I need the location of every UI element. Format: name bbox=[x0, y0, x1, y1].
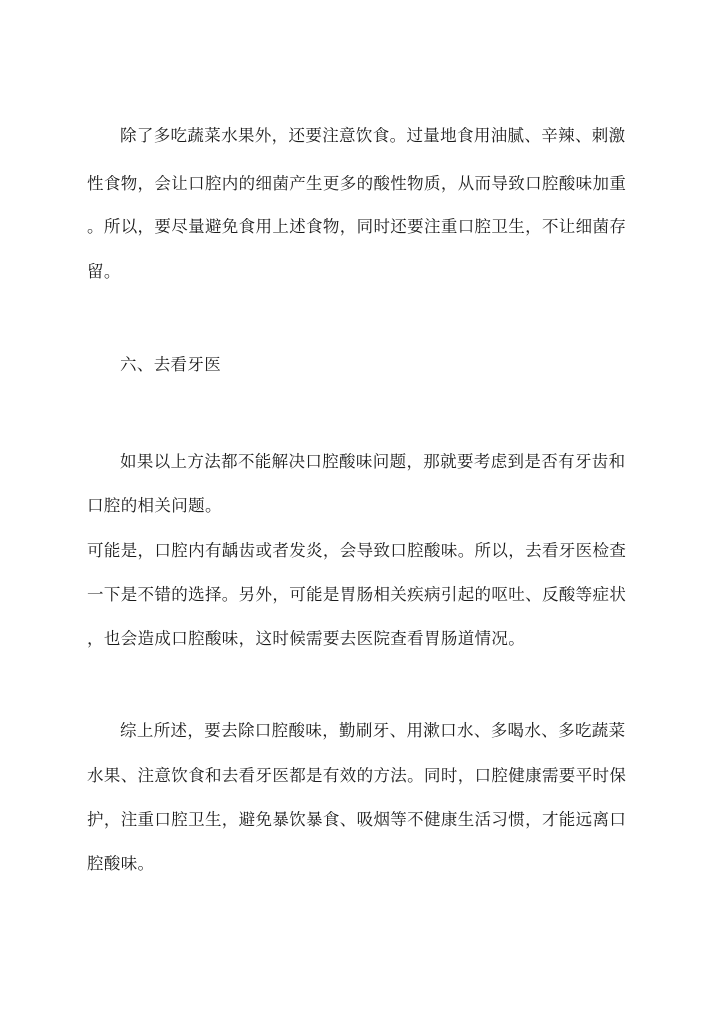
paragraph-causes-line: 一下是不错的选择。另外，可能是胃肠相关疾病引起的呕吐、反酸等症状 bbox=[87, 585, 627, 604]
paragraph-dentist-line: 口腔的相关问题。 bbox=[87, 496, 222, 515]
paragraph-diet-line: 。所以，要尽量避免食用上述食物，同时还要注重口腔卫生，不让细菌存 bbox=[87, 217, 627, 236]
section-heading: 六、去看牙医 bbox=[120, 355, 222, 374]
paragraph-diet-line: 性食物，会让口腔内的细菌产生更多的酸性物质，从而导致口腔酸味加重 bbox=[87, 174, 627, 193]
paragraph-summary-line: 护，注重口腔卫生，避免暴饮暴食、吸烟等不健康生活习惯，才能远离口 bbox=[87, 810, 627, 829]
paragraph-summary-line: 综上所述，要去除口腔酸味，勤刷牙、用漱口水、多喝水、多吃蔬菜 bbox=[120, 721, 626, 740]
paragraph-dentist-line: 如果以上方法都不能解决口腔酸味问题，那就要考虑到是否有牙齿和 bbox=[120, 452, 626, 471]
paragraph-causes-line: 可能是，口腔内有龋齿或者发炎，会导致口腔酸味。所以，去看牙医检查 bbox=[87, 541, 627, 560]
paragraph-causes-line: ，也会造成口腔酸味，这时候需要去医院查看胃肠道情况。 bbox=[87, 629, 526, 648]
paragraph-diet-line: 除了多吃蔬菜水果外，还要注意饮食。过量地食用油腻、辛辣、刺激 bbox=[120, 126, 626, 145]
paragraph-diet-line: 留。 bbox=[87, 262, 121, 281]
paragraph-summary-line: 腔酸味。 bbox=[87, 854, 155, 873]
paragraph-summary-line: 水果、注意饮食和去看牙医都是有效的方法。同时，口腔健康需要平时保 bbox=[87, 766, 627, 785]
